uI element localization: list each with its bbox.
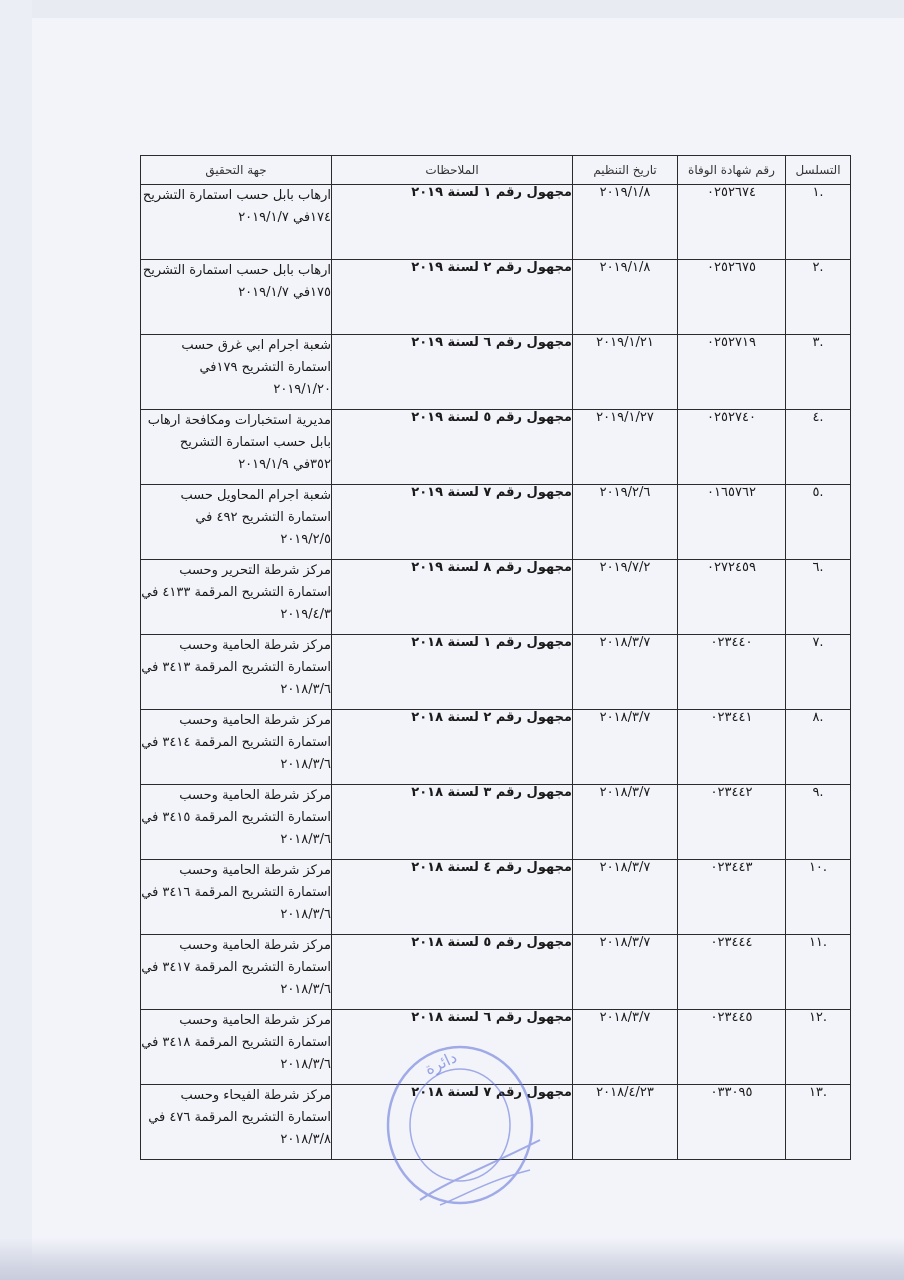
header-seq: التسلسل bbox=[786, 156, 851, 185]
cell-date: ٢٠١٨/٣/٧ bbox=[573, 860, 678, 935]
cell-party: مركز شرطة الحامية وحسب استمارة التشريح المرقمة ٣٤١٧ في ٢٠١٨/٣/٦ bbox=[141, 935, 332, 1010]
cell-date: ٢٠١٩/١/٨ bbox=[573, 185, 678, 260]
cell-date: ٢٠١٨/٤/٢٣ bbox=[573, 1085, 678, 1160]
cell-notes: مجهول رقم ٢ لسنة ٢٠١٩ bbox=[332, 260, 573, 335]
cell-seq: .٥ bbox=[786, 485, 851, 560]
cell-party: مركز شرطة الفيحاء وحسب استمارة التشريح المرقمة ٤٧٦ في ٢٠١٨/٣/٨ bbox=[141, 1085, 332, 1160]
cell-date: ٢٠١٩/٢/٦ bbox=[573, 485, 678, 560]
cell-notes: مجهول رقم ٤ لسنة ٢٠١٨ bbox=[332, 860, 573, 935]
cell-date: ٢٠١٨/٣/٧ bbox=[573, 635, 678, 710]
cell-date: ٢٠١٨/٣/٧ bbox=[573, 785, 678, 860]
header-party: جهة التحقيق bbox=[141, 156, 332, 185]
cell-cert: ٠٢٥٢٦٧٥ bbox=[678, 260, 786, 335]
header-row bbox=[141, 156, 851, 185]
table-row bbox=[141, 335, 851, 410]
header-cert: رقم شهادة الوفاة bbox=[678, 156, 786, 185]
header-date: تاريخ التنظيم bbox=[573, 156, 678, 185]
cell-notes: مجهول رقم ٧ لسنة ٢٠١٨ bbox=[332, 1085, 573, 1160]
table-header bbox=[141, 156, 851, 185]
cell-seq: .١٢ bbox=[786, 1010, 851, 1085]
cell-date: ٢٠١٩/١/٢٧ bbox=[573, 410, 678, 485]
scan-edge bbox=[0, 0, 32, 1280]
cell-cert: ٠٢٧٢٤٥٩ bbox=[678, 560, 786, 635]
cell-cert: ٠٢٥٢٦٧٤ bbox=[678, 185, 786, 260]
cell-seq: .١٣ bbox=[786, 1085, 851, 1160]
table-row bbox=[141, 260, 851, 335]
cell-seq: .٤ bbox=[786, 410, 851, 485]
table-row bbox=[141, 635, 851, 710]
records-table bbox=[140, 155, 851, 1160]
cell-notes: مجهول رقم ٥ لسنة ٢٠١٩ bbox=[332, 410, 573, 485]
stamp-text: دائرة bbox=[421, 1047, 460, 1079]
cell-party: ارهاب بابل حسب استمارة التشريح ١٧٥في ٢٠١٩/١/٧ bbox=[141, 260, 332, 335]
cell-cert: ٠٢٥٢٧١٩ bbox=[678, 335, 786, 410]
cell-date: ٢٠١٩/١/٢١ bbox=[573, 335, 678, 410]
cell-cert: ٠٢٣٤٤٣ bbox=[678, 860, 786, 935]
table-row bbox=[141, 485, 851, 560]
cell-seq: .٩ bbox=[786, 785, 851, 860]
cell-cert: ٠٣٣٠٩٥ bbox=[678, 1085, 786, 1160]
cell-cert: ٠٢٣٤٤١ bbox=[678, 710, 786, 785]
cell-party: مركز شرطة الحامية وحسب استمارة التشريح المرقمة ٣٤١٦ في ٢٠١٨/٣/٦ bbox=[141, 860, 332, 935]
cell-notes: مجهول رقم ١ لسنة ٢٠١٩ bbox=[332, 185, 573, 260]
cell-seq: .٣ bbox=[786, 335, 851, 410]
header-notes: الملاحظات bbox=[332, 156, 573, 185]
cell-date: ٢٠١٨/٣/٧ bbox=[573, 710, 678, 785]
stamp-signature-stroke bbox=[420, 1140, 540, 1200]
cell-cert: ٠٢٣٤٤٤ bbox=[678, 935, 786, 1010]
cell-notes: مجهول رقم ٢ لسنة ٢٠١٨ bbox=[332, 710, 573, 785]
cell-party: مركز شرطة الحامية وحسب استمارة التشريح المرقمة ٣٤١٥ في ٢٠١٨/٣/٦ bbox=[141, 785, 332, 860]
cell-seq: .٧ bbox=[786, 635, 851, 710]
cell-date: ٢٠١٨/٣/٧ bbox=[573, 1010, 678, 1085]
table-body bbox=[141, 185, 851, 1160]
scan-bottom-edge bbox=[0, 1238, 904, 1280]
cell-party: مديرية استخبارات ومكافحة ارهاب بابل حسب استمارة التشريح ٣٥٢في ٢٠١٩/١/٩ bbox=[141, 410, 332, 485]
cell-notes: مجهول رقم ٨ لسنة ٢٠١٩ bbox=[332, 560, 573, 635]
cell-party: مركز شرطة الحامية وحسب استمارة التشريح المرقمة ٣٤١٤ في ٢٠١٨/٣/٦ bbox=[141, 710, 332, 785]
cell-seq: .٢ bbox=[786, 260, 851, 335]
table-row bbox=[141, 710, 851, 785]
table-row bbox=[141, 560, 851, 635]
cell-party: شعبة اجرام المحاويل حسب استمارة التشريح ٤٩٢ في ٢٠١٩/٢/٥ bbox=[141, 485, 332, 560]
cell-notes: مجهول رقم ١ لسنة ٢٠١٨ bbox=[332, 635, 573, 710]
table-row bbox=[141, 860, 851, 935]
cell-notes: مجهول رقم ٥ لسنة ٢٠١٨ bbox=[332, 935, 573, 1010]
cell-seq: .٦ bbox=[786, 560, 851, 635]
cell-cert: ٠١٦٥٧٦٢ bbox=[678, 485, 786, 560]
stamp-inner-ring bbox=[410, 1069, 510, 1181]
cell-date: ٢٠١٩/١/٨ bbox=[573, 260, 678, 335]
table-row bbox=[141, 185, 851, 260]
cell-date: ٢٠١٨/٣/٧ bbox=[573, 935, 678, 1010]
cell-date: ٢٠١٩/٧/٢ bbox=[573, 560, 678, 635]
table-row bbox=[141, 785, 851, 860]
cell-party: مركز شرطة التحرير وحسب استمارة التشريح المرقمة ٤١٣٣ في ٢٠١٩/٤/٣ bbox=[141, 560, 332, 635]
cell-notes: مجهول رقم ٧ لسنة ٢٠١٩ bbox=[332, 485, 573, 560]
cell-seq: .١ bbox=[786, 185, 851, 260]
cell-seq: .١١ bbox=[786, 935, 851, 1010]
table-row bbox=[141, 935, 851, 1010]
cell-cert: ٠٢٣٤٤٢ bbox=[678, 785, 786, 860]
cell-seq: .١٠ bbox=[786, 860, 851, 935]
cell-party: مركز شرطة الحامية وحسب استمارة التشريح المرقمة ٣٤١٣ في ٢٠١٨/٣/٦ bbox=[141, 635, 332, 710]
cell-party: ارهاب بابل حسب استمارة التشريح ١٧٤في ٢٠١٩/١/٧ bbox=[141, 185, 332, 260]
cell-cert: ٠٢٣٤٤٥ bbox=[678, 1010, 786, 1085]
table-row bbox=[141, 410, 851, 485]
cell-party: شعبة اجرام ابي غرق حسب استمارة التشريح ١٧٩في ٢٠١٩/١/٢٠ bbox=[141, 335, 332, 410]
cell-cert: ٠٢٣٤٤٠ bbox=[678, 635, 786, 710]
cell-seq: .٨ bbox=[786, 710, 851, 785]
cell-cert: ٠٢٥٢٧٤٠ bbox=[678, 410, 786, 485]
official-stamp bbox=[380, 1030, 550, 1220]
cell-notes: مجهول رقم ٣ لسنة ٢٠١٨ bbox=[332, 785, 573, 860]
cell-party: مركز شرطة الحامية وحسب استمارة التشريح المرقمة ٣٤١٨ في ٢٠١٨/٣/٦ bbox=[141, 1010, 332, 1085]
cell-notes: مجهول رقم ٦ لسنة ٢٠١٨ bbox=[332, 1010, 573, 1085]
cell-notes: مجهول رقم ٦ لسنة ٢٠١٩ bbox=[332, 335, 573, 410]
